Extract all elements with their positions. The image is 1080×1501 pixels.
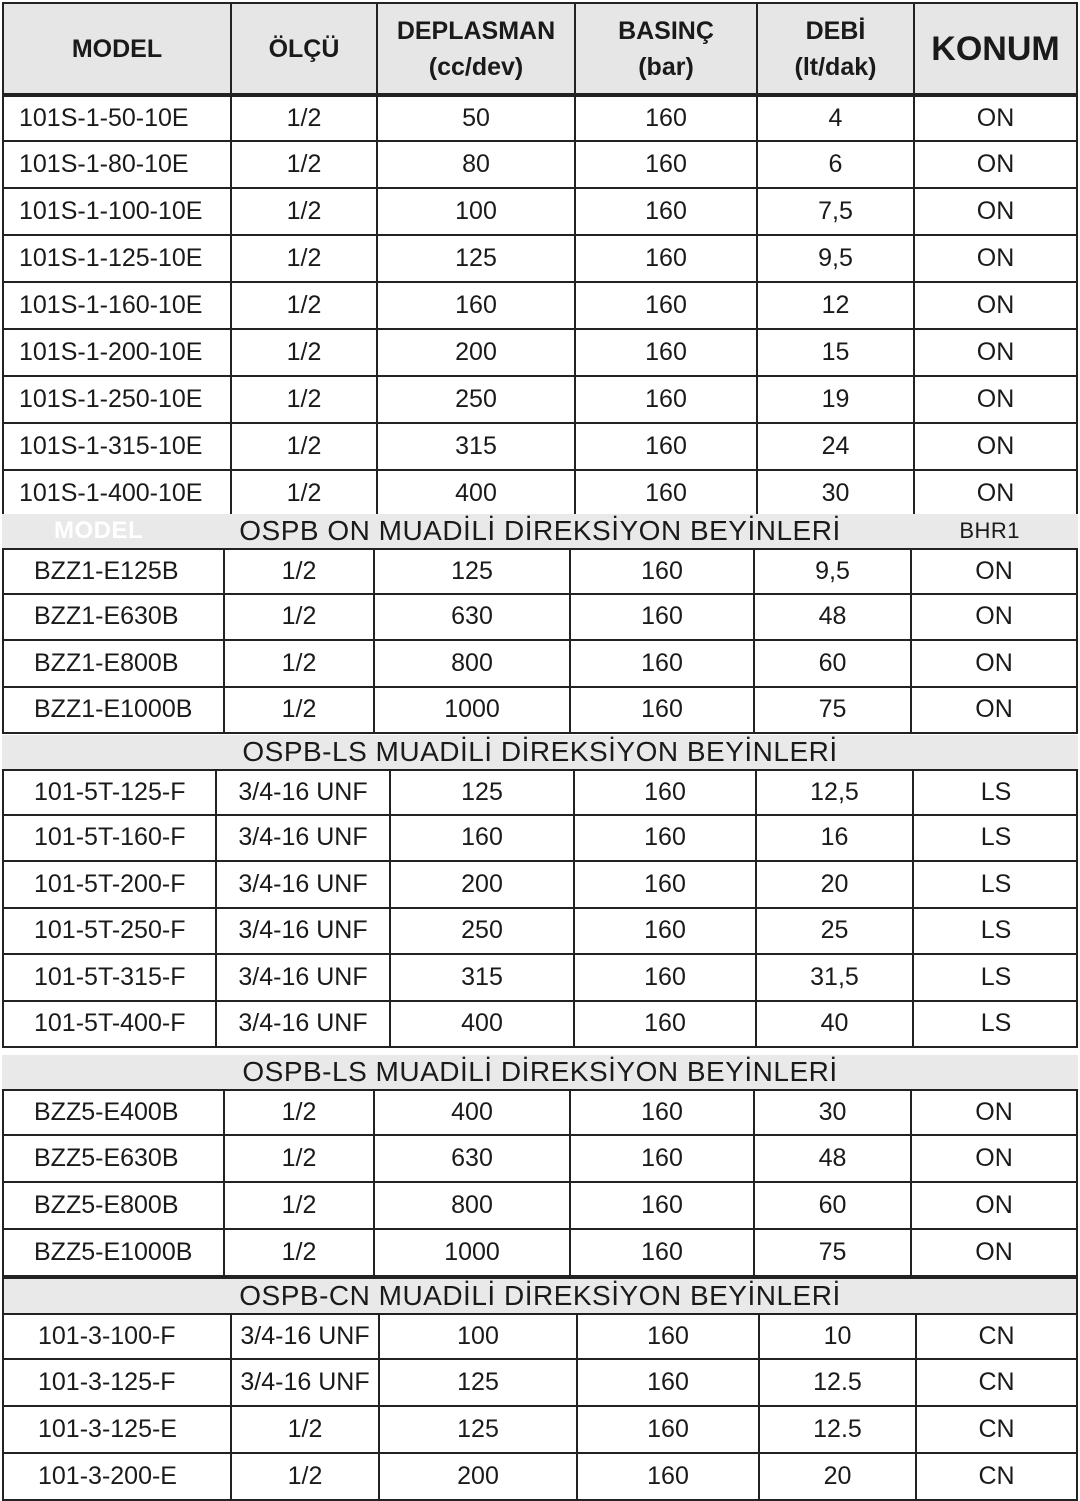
cell-basinc: 160 <box>576 424 758 469</box>
cell-deplasman: 80 <box>378 142 576 187</box>
table-row <box>2 1230 1078 1277</box>
cell-model: 101-3-125-F <box>4 1360 232 1405</box>
cell-basinc: 160 <box>571 688 755 733</box>
section-title: OSPB-LS MUADİLİ DİREKSİYON BEYİNLERİ <box>242 736 838 767</box>
cell-deplasman: 315 <box>378 424 576 469</box>
cell-debi: 12.5 <box>760 1360 917 1405</box>
section-title: OSPB-LS MUADİLİ DİREKSİYON BEYİNLERİ <box>242 1056 838 1087</box>
table-row <box>2 236 1078 283</box>
table-row <box>2 1002 1078 1049</box>
cell-basinc: 160 <box>576 283 758 328</box>
cell-model: BZZ5-E630B <box>4 1136 225 1181</box>
cell-deplasman: 800 <box>375 1183 571 1228</box>
cell-olcu: 1/2 <box>232 1454 380 1499</box>
cell-basinc: 160 <box>576 330 758 375</box>
cell-debi: 20 <box>757 862 914 907</box>
cell-deplasman: 160 <box>378 283 576 328</box>
cell-konum: ON <box>975 1191 1013 1219</box>
cell-konum: ON <box>976 338 1015 366</box>
section-header <box>2 1055 1078 1089</box>
cell-olcu: 1/2 <box>225 1230 375 1275</box>
header-olcu: ÖLÇÜ <box>232 4 378 93</box>
cell-debi: 7,5 <box>758 189 915 234</box>
cell-konum: ON <box>976 104 1015 132</box>
table-row <box>2 955 1078 1002</box>
header-deplasman: DEPLASMAN (cc/dev) <box>378 4 576 93</box>
cell-olcu: 1/2 <box>232 236 378 281</box>
table-row <box>2 95 1078 142</box>
cell-basinc: 160 <box>576 97 758 140</box>
table-row <box>2 1089 1078 1136</box>
section-header <box>2 1277 1078 1313</box>
cell-konum: LS <box>980 823 1012 852</box>
section-ghost-label: MODEL <box>54 517 144 544</box>
cell-debi: 25 <box>757 909 914 954</box>
cell-basinc: 160 <box>571 641 755 686</box>
cell-basinc: 160 <box>571 1183 755 1228</box>
cell-basinc: 160 <box>576 142 758 187</box>
cell-debi: 75 <box>755 688 912 733</box>
section-right-label: BHR1 <box>959 518 1020 543</box>
cell-deplasman: 250 <box>378 377 576 422</box>
cell-debi: 60 <box>755 1183 912 1228</box>
cell-konum: LS <box>980 916 1012 945</box>
section-title: OSPB ON MUADİLİ DİREKSİYON BEYİNLERİ <box>239 515 841 546</box>
cell-debi: 10 <box>760 1315 917 1358</box>
cell-olcu: 3/4-16 UNF <box>217 955 391 1000</box>
table-row <box>2 595 1078 642</box>
table-row <box>2 471 1078 518</box>
cell-deplasman: 800 <box>375 641 571 686</box>
cell-olcu: 1/2 <box>225 595 375 640</box>
cell-basinc: 160 <box>575 771 757 814</box>
cell-debi: 31,5 <box>757 955 914 1000</box>
cell-konum: CN <box>978 1368 1015 1396</box>
cell-model: 101-3-200-E <box>4 1454 232 1499</box>
table-row <box>2 1454 1078 1501</box>
cell-model: 101-5T-315-F <box>4 955 217 1000</box>
cell-konum: ON <box>975 602 1013 631</box>
cell-konum: ON <box>976 150 1015 178</box>
cell-basinc: 160 <box>575 955 757 1000</box>
cell-konum: LS <box>980 869 1012 898</box>
cell-model: 101-5T-400-F <box>4 1002 217 1047</box>
cell-debi: 16 <box>757 816 914 861</box>
cell-basinc: 160 <box>575 862 757 907</box>
cell-model: 101-5T-160-F <box>4 816 217 861</box>
cell-model: 101-5T-250-F <box>4 909 217 954</box>
cell-deplasman: 50 <box>378 97 576 140</box>
cell-konum: ON <box>976 385 1015 413</box>
table-row <box>2 1136 1078 1183</box>
cell-deplasman: 1000 <box>375 1230 571 1275</box>
cell-olcu: 1/2 <box>232 283 378 328</box>
cell-model: 101-5T-125-F <box>4 771 217 814</box>
cell-model: BZZ1-E1000B <box>4 688 225 733</box>
cell-debi: 30 <box>758 471 915 516</box>
cell-model: 101S-1-315-10E <box>4 424 232 469</box>
cell-debi: 6 <box>758 142 915 187</box>
table-row <box>2 1360 1078 1407</box>
table-row <box>2 816 1078 863</box>
cell-olcu: 1/2 <box>225 550 375 593</box>
cell-konum: ON <box>975 1144 1013 1172</box>
cell-olcu: 1/2 <box>232 189 378 234</box>
cell-olcu: 3/4-16 UNF <box>217 862 391 907</box>
cell-basinc: 160 <box>576 471 758 516</box>
section-title: OSPB-CN MUADİLİ DİREKSİYON BEYİNLERİ <box>239 1280 841 1311</box>
cell-debi: 9,5 <box>758 236 915 281</box>
cell-olcu: 1/2 <box>232 377 378 422</box>
cell-olcu: 1/2 <box>232 142 378 187</box>
cell-deplasman: 200 <box>380 1454 578 1499</box>
cell-model: 101S-1-400-10E <box>4 471 232 516</box>
cell-basinc: 160 <box>575 816 757 861</box>
cell-deplasman: 315 <box>391 955 575 1000</box>
cell-model: 101S-1-250-10E <box>4 377 232 422</box>
table-row <box>2 909 1078 956</box>
cell-olcu: 3/4-16 UNF <box>217 816 391 861</box>
cell-deplasman: 200 <box>378 330 576 375</box>
table-row <box>2 1407 1078 1454</box>
cell-basinc: 160 <box>571 1136 755 1181</box>
cell-konum: CN <box>978 1415 1015 1443</box>
cell-basinc: 160 <box>571 1091 755 1134</box>
cell-olcu: 1/2 <box>232 424 378 469</box>
cell-model: BZZ1-E630B <box>4 595 225 640</box>
cell-olcu: 1/2 <box>232 97 378 140</box>
cell-model: 101-5T-200-F <box>4 862 217 907</box>
cell-model: 101S-1-80-10E <box>4 142 232 187</box>
table-row <box>2 548 1078 595</box>
cell-konum: CN <box>978 1462 1015 1490</box>
cell-basinc: 160 <box>576 189 758 234</box>
header-debi: DEBİ (lt/dak) <box>758 4 915 93</box>
cell-konum: LS <box>980 962 1012 991</box>
cell-basinc: 160 <box>578 1315 760 1358</box>
cell-debi: 12,5 <box>757 771 914 814</box>
cell-olcu: 1/2 <box>232 1407 380 1452</box>
cell-debi: 48 <box>755 1136 912 1181</box>
cell-konum: ON <box>976 479 1015 507</box>
cell-model: 101S-1-50-10E <box>4 97 232 140</box>
table-row <box>2 377 1078 424</box>
cell-model: 101S-1-125-10E <box>4 236 232 281</box>
table-row <box>2 1313 1078 1360</box>
cell-basinc: 160 <box>571 1230 755 1275</box>
cell-konum: LS <box>980 1009 1012 1038</box>
cell-deplasman: 250 <box>391 909 575 954</box>
cell-debi: 60 <box>755 641 912 686</box>
cell-debi: 4 <box>758 97 915 140</box>
cell-debi: 30 <box>755 1091 912 1134</box>
cell-model: BZZ5-E1000B <box>4 1230 225 1275</box>
cell-olcu: 1/2 <box>232 330 378 375</box>
table-row <box>2 189 1078 236</box>
cell-basinc: 160 <box>571 595 755 640</box>
cell-deplasman: 400 <box>375 1091 571 1134</box>
cell-model: 101-3-125-E <box>4 1407 232 1452</box>
table-row <box>2 330 1078 377</box>
cell-model: 101-3-100-F <box>4 1315 232 1358</box>
cell-debi: 15 <box>758 330 915 375</box>
cell-debi: 24 <box>758 424 915 469</box>
table-row <box>2 424 1078 471</box>
cell-olcu: 1/2 <box>225 641 375 686</box>
cell-konum: ON <box>975 556 1013 585</box>
cell-model: BZZ1-E800B <box>4 641 225 686</box>
header-konum: KONUM <box>931 29 1060 68</box>
cell-model: BZZ5-E400B <box>4 1091 225 1134</box>
cell-deplasman: 125 <box>380 1360 578 1405</box>
section-header <box>2 514 1078 548</box>
cell-debi: 48 <box>755 595 912 640</box>
cell-olcu: 1/2 <box>225 688 375 733</box>
cell-debi: 20 <box>760 1454 917 1499</box>
cell-deplasman: 125 <box>378 236 576 281</box>
cell-olcu: 3/4-16 UNF <box>217 771 391 814</box>
section-header <box>2 735 1078 769</box>
cell-konum: LS <box>980 777 1012 806</box>
cell-olcu: 1/2 <box>225 1136 375 1181</box>
table-row <box>2 769 1078 816</box>
cell-debi: 12 <box>758 283 915 328</box>
cell-model: BZZ5-E800B <box>4 1183 225 1228</box>
cell-model: 101S-1-200-10E <box>4 330 232 375</box>
cell-konum: ON <box>976 197 1015 225</box>
cell-olcu: 1/2 <box>225 1183 375 1228</box>
cell-basinc: 160 <box>578 1454 760 1499</box>
table-row <box>2 688 1078 735</box>
cell-deplasman: 400 <box>391 1002 575 1047</box>
cell-deplasman: 160 <box>391 816 575 861</box>
cell-deplasman: 100 <box>380 1315 578 1358</box>
cell-basinc: 160 <box>578 1360 760 1405</box>
cell-basinc: 160 <box>575 1002 757 1047</box>
cell-konum: ON <box>975 648 1013 677</box>
cell-debi: 40 <box>757 1002 914 1047</box>
cell-deplasman: 100 <box>378 189 576 234</box>
table-row <box>2 283 1078 330</box>
cell-konum: CN <box>978 1322 1015 1350</box>
cell-basinc: 160 <box>576 236 758 281</box>
cell-konum: ON <box>976 244 1015 272</box>
cell-olcu: 3/4-16 UNF <box>217 909 391 954</box>
cell-olcu: 1/2 <box>225 1091 375 1134</box>
cell-deplasman: 125 <box>375 550 571 593</box>
cell-olcu: 3/4-16 UNF <box>232 1360 380 1405</box>
table-header <box>2 2 1078 95</box>
cell-olcu: 3/4-16 UNF <box>217 1002 391 1047</box>
cell-debi: 12.5 <box>760 1407 917 1452</box>
cell-konum: ON <box>975 695 1013 724</box>
table-row <box>2 1183 1078 1230</box>
cell-model: 101S-1-160-10E <box>4 283 232 328</box>
cell-olcu: 1/2 <box>232 471 378 516</box>
cell-basinc: 160 <box>575 909 757 954</box>
cell-debi: 9,5 <box>755 550 912 593</box>
table-row <box>2 862 1078 909</box>
cell-olcu: 3/4-16 UNF <box>232 1315 380 1358</box>
header-basinc: BASINÇ (bar) <box>576 4 758 93</box>
cell-deplasman: 125 <box>391 771 575 814</box>
cell-basinc: 160 <box>571 550 755 593</box>
cell-konum: ON <box>976 432 1015 460</box>
cell-deplasman: 630 <box>375 1136 571 1181</box>
cell-konum: ON <box>975 1238 1013 1266</box>
cell-deplasman: 630 <box>375 595 571 640</box>
cell-konum: ON <box>975 1098 1013 1126</box>
cell-basinc: 160 <box>576 377 758 422</box>
header-model: MODEL <box>4 4 232 93</box>
table-row <box>2 641 1078 688</box>
cell-basinc: 160 <box>578 1407 760 1452</box>
cell-deplasman: 400 <box>378 471 576 516</box>
cell-debi: 75 <box>755 1230 912 1275</box>
cell-model: BZZ1-E125B <box>4 550 225 593</box>
cell-debi: 19 <box>758 377 915 422</box>
cell-deplasman: 125 <box>380 1407 578 1452</box>
cell-model: 101S-1-100-10E <box>4 189 232 234</box>
table-row <box>2 142 1078 189</box>
cell-deplasman: 1000 <box>375 688 571 733</box>
cell-konum: ON <box>976 291 1015 319</box>
cell-deplasman: 200 <box>391 862 575 907</box>
